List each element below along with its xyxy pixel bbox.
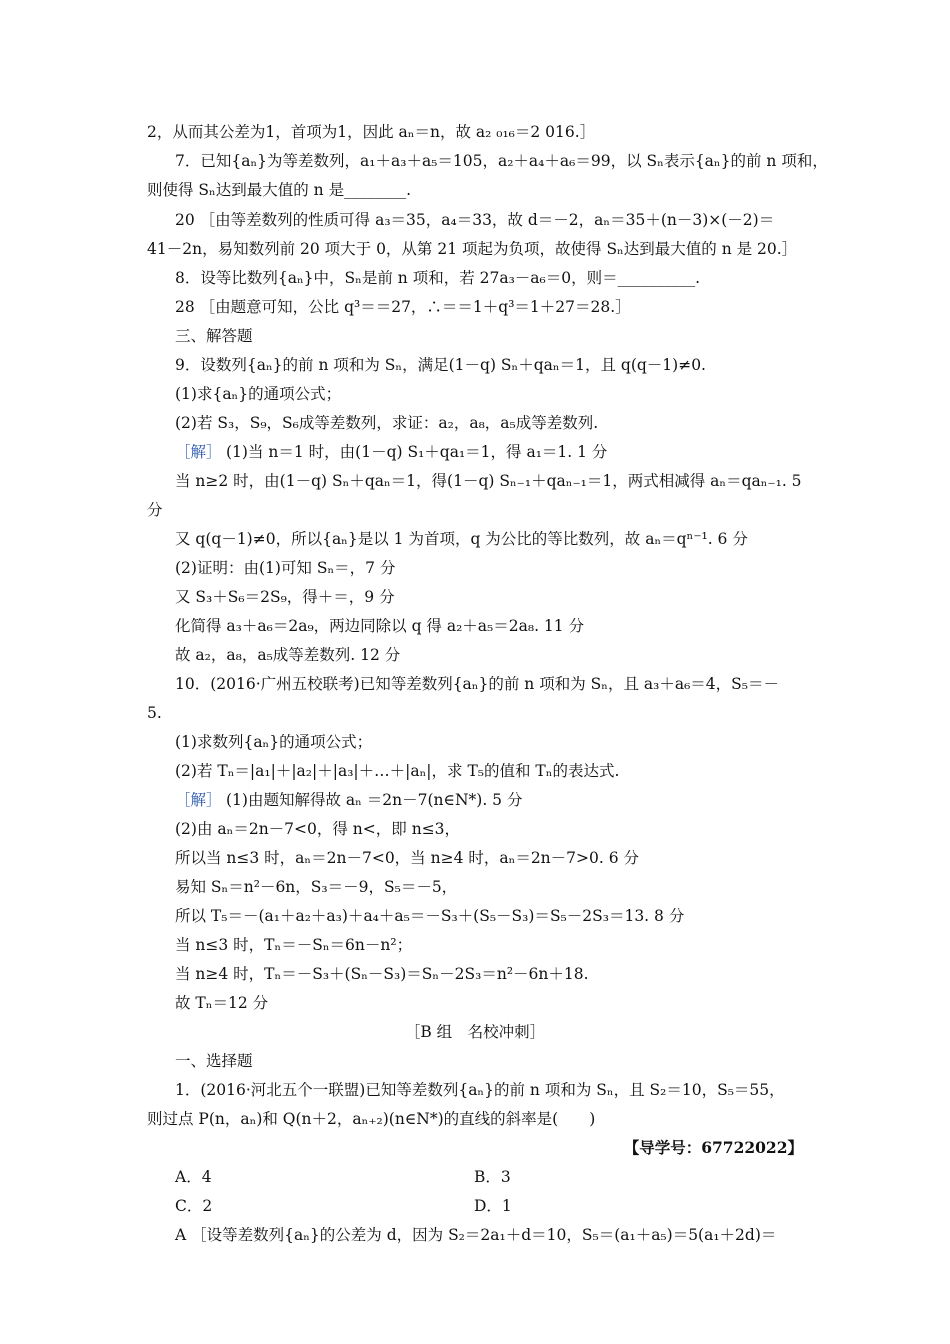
- text-line: [147, 703, 162, 723]
- line-text: 又 S₃＋S₆＝2S₉，得＋＝，9 分: [175, 588, 395, 606]
- line-text: (2)证明：由(1)可知 Sₙ＝，7 分: [175, 559, 396, 577]
- text-line: [175, 848, 639, 868]
- line-text: (2)若 Tₙ＝|a₁|＋|a₂|＋|a₃|＋…＋|aₙ|，求 T₅的值和 Tₙ的表达式.: [175, 762, 620, 780]
- text-line: [147, 500, 163, 520]
- text-line: [147, 239, 797, 259]
- line-text: 8．设等比数列{aₙ}中，Sₙ是前 n 项和，若 27a₃－a₆＝0，则＝__________.: [175, 269, 701, 287]
- text-line: [175, 993, 268, 1013]
- line-text: A ［设等差数列{aₙ}的公差为 d，因为 S₂＝2a₁＋d＝10，S₅＝(a₁＋a₅)＝5(a₁＋2d)＝: [175, 1226, 777, 1244]
- line-text: (1)求{aₙ}的通项公式；: [175, 385, 342, 403]
- line-text: 故 Tₙ＝12 分: [175, 994, 269, 1012]
- text-line: [175, 761, 619, 781]
- line-text: 所以 T₅＝－(a₁＋a₂＋a₃)＋a₄＋a₅＝－S₃＋(S₅－S₃)＝S₅－2S₃＝13. 8 分: [175, 907, 685, 925]
- text-line: [175, 877, 457, 897]
- answer-option: C．2: [175, 1197, 213, 1215]
- line-text: 41－2n，易知数列前 20 项大于 0，从第 21 项起为负项，故使得 Sₙ达到最大值的 n 是 20.］: [147, 240, 798, 258]
- line-text: 10．(2016·广州五校联考)已知等差数列{aₙ}的前 n 项和为 Sₙ，且 a₃＋a₆＝4，S₅＝－: [175, 675, 779, 693]
- text-line: [175, 384, 341, 404]
- solution-tag: ［解］: [175, 791, 222, 809]
- answer-option: D．1: [474, 1197, 512, 1215]
- text-line: [175, 471, 802, 491]
- line-text: 20 ［由等差数列的性质可得 a₃＝35，a₄＝33，故 d＝－2，aₙ＝35＋(n－3)×(－2)＝: [175, 211, 775, 229]
- answer-option: B．3: [474, 1168, 511, 1186]
- text-line: [175, 790, 523, 810]
- text-line: [175, 587, 395, 607]
- text-line: [175, 964, 589, 984]
- text-line: [175, 442, 608, 462]
- text-line: [147, 180, 411, 200]
- line-text: 5.: [147, 704, 162, 722]
- line-text: 当 n≤3 时，Tₙ＝－Sₙ＝6n－n²；: [175, 936, 413, 954]
- line-text: (1)当 n＝1 时，由(1－q) S₁＋qa₁＝1，得 a₁＝1. 1 分: [226, 443, 608, 461]
- line-text: 9．设数列{aₙ}的前 n 项和为 Sₙ，满足(1－q) Sₙ＋qaₙ＝1，且 q(q－1)≠0.: [175, 356, 706, 374]
- text-line: [175, 355, 706, 375]
- text-line: [175, 413, 598, 433]
- text-line: [175, 674, 779, 694]
- line-text: 又 q(q－1)≠0，所以{aₙ}是以 1 为首项，q 为公比的等比数列，故 aₙ＝qⁿ⁻¹. 6 分: [175, 530, 748, 548]
- text-line: [175, 732, 372, 752]
- line-text: 则过点 P(n，aₙ)和 Q(n＋2，aₙ₊₂)(n∈N*)的直线的斜率是( ): [147, 1110, 596, 1128]
- line-text: 故 a₂，a₈，a₅成等差数列. 12 分: [175, 646, 401, 664]
- section-heading-b: ［B 组 名校冲刺］: [404, 1023, 546, 1041]
- line-text: 28 ［由题意可知，公比 q³＝＝27，∴＝＝1＋q³＝1＋27＝28.］: [175, 298, 631, 316]
- solution-tag: ［解］: [175, 443, 222, 461]
- text-line: [175, 151, 828, 171]
- line-text: 化简得 a₃＋a₆＝2a₉，两边同除以 q 得 a₂＋a₅＝2a₈. 11 分: [175, 617, 585, 635]
- line-text: (2)由 aₙ＝2n－7<0，得 n<，即 n≤3，: [175, 820, 461, 838]
- text-line: [175, 210, 774, 230]
- line-text: 1．(2016·河北五个一联盟)已知等差数列{aₙ}的前 n 项和为 Sₙ，且 S₂＝10，S₅＝55，: [175, 1081, 785, 1099]
- line-text: 分: [147, 501, 163, 519]
- line-text: 2，从而其公差为1，首项为1，因此 aₙ＝n，故 a₂ ₀₁₆＝2 016.］: [147, 123, 596, 141]
- text-line: [175, 1225, 776, 1245]
- text-line: [175, 819, 460, 839]
- line-text: 三、解答题: [175, 327, 253, 345]
- line-text: 一、选择题: [175, 1052, 253, 1070]
- line-text: (1)由题知解得故 aₙ ＝2n－7(n∈N*). 5 分: [226, 791, 523, 809]
- text-line: [175, 935, 412, 955]
- answer-option: A．4: [175, 1168, 212, 1186]
- line-text: (1)求数列{aₙ}的通项公式；: [175, 733, 373, 751]
- text-line: [175, 1051, 253, 1071]
- line-text: 则使得 Sₙ达到最大值的 n 是________.: [147, 181, 412, 199]
- text-line: [147, 122, 595, 142]
- line-text: 易知 Sₙ＝n²－6n，S₃＝－9，S₅＝－5，: [175, 878, 458, 896]
- text-line: [175, 268, 700, 288]
- line-text: (2)若 S₃，S₉，S₆成等差数列，求证：a₂，a₈，a₅成等差数列.: [175, 414, 599, 432]
- text-line: [175, 529, 748, 549]
- text-line: [147, 1109, 595, 1129]
- text-line: [175, 326, 253, 346]
- line-text: 当 n≥2 时，由(1－q) Sₙ＋qaₙ＝1，得(1－q) Sₙ₋₁＋qaₙ₋₁＝1，两式相减得 aₙ＝qaₙ₋₁. 5: [175, 472, 802, 490]
- line-text: 当 n≥4 时，Tₙ＝－S₃＋(Sₙ－S₃)＝Sₙ－2S₃＝n²－6n＋18.: [175, 965, 589, 983]
- guide-number: 【导学号：67722022】: [623, 1138, 803, 1157]
- text-line: [175, 1080, 785, 1100]
- line-text: 7．已知{aₙ}为等差数列，a₁＋a₃＋a₅＝105，a₂＋a₄＋a₆＝99，以 Sₙ表示{aₙ}的前 n 项和，: [175, 152, 828, 170]
- line-text: 所以当 n≤3 时，aₙ＝2n－7<0，当 n≥4 时，aₙ＝2n－7>0. 6 分: [175, 849, 640, 867]
- text-line: [175, 616, 584, 636]
- text-line: [175, 906, 684, 926]
- text-line: [175, 645, 400, 665]
- text-line: [175, 297, 631, 317]
- text-line: [175, 558, 395, 578]
